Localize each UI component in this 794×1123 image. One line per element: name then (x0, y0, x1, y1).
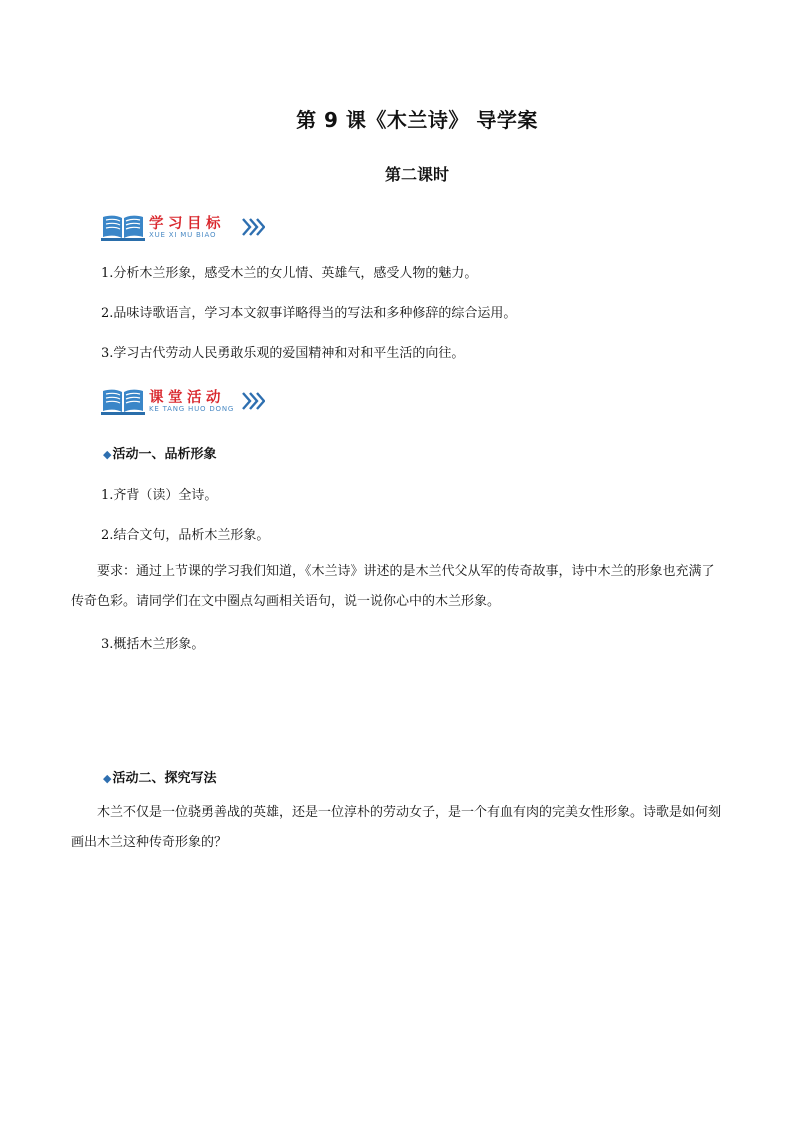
triple-chevron-icon (241, 391, 265, 411)
activity-1-step-1: 1.齐背（读）全诗。 (101, 488, 218, 503)
activity-1-title: 活动一、品析形象 (112, 447, 217, 462)
goal-item-2: 2.品味诗歌语言，学习本文叙事详略得当的写法和多种修辞的综合运用。 (101, 306, 517, 321)
triple-chevron-icon (241, 217, 265, 237)
section-header-goals (101, 212, 301, 246)
section-title-activities: 课堂活动 (149, 390, 225, 406)
section-title-goals: 学习目标 (149, 216, 225, 232)
activity-1-heading (103, 443, 216, 462)
diamond-icon: ◆ (103, 448, 112, 461)
page-subtitle: 第二课时 (384, 165, 449, 184)
activity-2-text: 木兰不仅是一位骁勇善战的英雄，还是一位淳朴的劳动女子，是一个有血有肉的完美女性形象。诗歌是如何刻画出木兰这种传奇形象的？ (71, 805, 722, 850)
activity-1-requirement: 要求：通过上节课的学习我们知道，《木兰诗》讲述的是木兰代父从军的传奇故事，诗中木兰的形象也充满了传奇色彩。请同学们在文中圈点勾画相关语句，说一说你心中的木兰形象。 (71, 564, 715, 609)
section-pinyin-goals: XUE XI MU BIAO (149, 231, 217, 239)
activity-1-step-2: 2.结合文句，品析木兰形象。 (101, 528, 270, 543)
activity-2-heading (103, 767, 216, 786)
open-book-icon (101, 214, 145, 242)
activity-2-title: 活动二、探究写法 (112, 771, 217, 786)
open-book-icon (101, 388, 145, 416)
diamond-icon: ◆ (103, 772, 112, 785)
section-header-activities (101, 386, 301, 420)
goal-item-3: 3.学习古代劳动人民勇敢乐观的爱国精神和对和平生活的向往。 (101, 346, 465, 361)
activity-1-step-3: 3.概括木兰形象。 (101, 637, 205, 652)
section-pinyin-activities: KE TANG HUO DONG (149, 405, 235, 413)
goal-item-1: 1.分析木兰形象，感受木兰的女儿情、英雄气，感受人物的魅力。 (101, 266, 478, 281)
page-title: 第 9 课《木兰诗》 导学案 (296, 108, 538, 132)
